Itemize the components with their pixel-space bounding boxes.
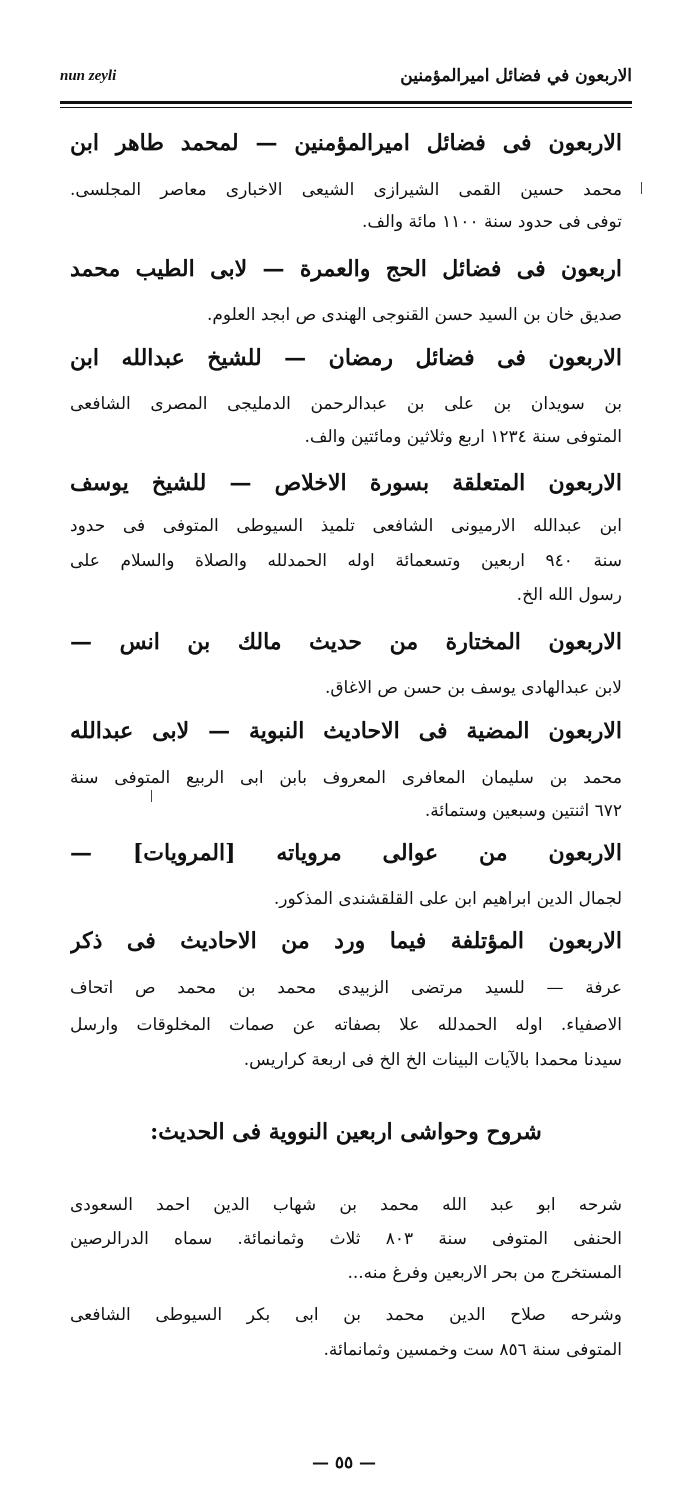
section-heading: شروح وحواشى اربعين النووية فى الحديث: <box>150 1119 542 1145</box>
entry-body-line: المتوفى سنة ١٢٣٤ اربع وثلاثين ومائتين والف. <box>304 427 622 447</box>
commentary-line: المستخرج من بحر الاربعين وفرغ منه... <box>347 1263 622 1283</box>
entry-title-line: الاربعون المضية فى الاحاديث النبوية — لابى عبدالله <box>70 718 622 744</box>
page-number: — ٥٥ — <box>311 1453 377 1473</box>
commentary-line: الحنفى المتوفى سنة ٨٠٣ ثلاث وثمانمائة. سماه الدرالرصين <box>70 1229 622 1249</box>
entry-body-line: لابن عبدالهادى يوسف بن حسن ص الاغاق. <box>324 678 622 698</box>
margin-mark <box>151 790 152 802</box>
entry-body-line: لجمال الدين ابراهيم ابن على القلقشندى المذكور. <box>273 889 622 909</box>
header-rule-thick <box>60 101 632 104</box>
commentary-line: شرحه ابو عبد الله محمد بن شهاب الدين احمد السعودى <box>70 1195 622 1215</box>
running-latin-label: nun zeyli <box>60 68 117 84</box>
entry-body-line: سنة ٩٤٠ اربعين وتسعمائة اوله الحمدلله والصلاة والسلام على <box>70 551 622 571</box>
entry-body-line: الاصفياء. اوله الحمدلله علا بصفاته عن صمات المخلوقات وارسل <box>70 1015 622 1035</box>
margin-mark <box>641 182 642 194</box>
header-rule-thin <box>60 107 632 108</box>
entry-body-line: صديق خان بن السيد حسن القنوجى الهندى ص ابجد العلوم. <box>206 305 622 325</box>
entry-body-line: بن سويدان بن على بن عبدالرحمن الدمليجى المصرى الشافعى <box>70 394 622 414</box>
entry-body-line: ٦٧٢ اثنتين وسبعين وستمائة. <box>424 801 622 821</box>
commentary-line: المتوفى سنة ٨٥٦ ست وخمسين وثمانمائة. <box>323 1340 622 1360</box>
commentary-line: وشرحه صلاح الدين محمد بن ابى بكر السيوطى الشافعى <box>70 1305 622 1325</box>
entry-body-line: محمد حسين القمى الشيرازى الشيعى الاخبارى معاصر المجلسى. <box>70 180 622 200</box>
entry-body-line: محمد بن سليمان المعافرى المعروف بابن ابى الربيع المتوفى سنة <box>70 768 622 788</box>
entry-title-line: الاربعون المتعلقة بسورة الاخلاص — للشيخ يوسف <box>70 470 622 496</box>
entry-body-line: سيدنا محمدا بالآيات البينات الخ الخ فى اربعة كراريس. <box>243 1050 622 1070</box>
entry-title-line: الاربعون المختارة من حديث مالك بن انس — <box>70 629 622 655</box>
entry-title-line: الاربعون من عوالى مروياته [المرويات] — <box>70 840 622 866</box>
entry-title-line: الاربعون المؤتلفة فيما ورد من الاحاديث فى ذكر <box>70 928 622 954</box>
entry-title-line: الاربعون فى فضائل اميرالمؤمنين — لمحمد طاهر ابن <box>70 130 622 156</box>
entry-body-line: رسول الله الخ. <box>516 585 622 605</box>
entry-body-line: توفى فى حدود سنة ١١٠٠ مائة والف. <box>361 212 622 232</box>
running-title: الاربعون في فضائل اميرالمؤمنين <box>400 66 632 86</box>
entry-body-line: ابن عبدالله الارميونى الشافعى تلميذ السيوطى المتوفى فى حدود <box>70 516 622 536</box>
entry-title-line: الاربعون فى فضائل رمضان — للشيخ عبدالله ابن <box>70 345 622 371</box>
running-header <box>60 62 632 96</box>
entry-title-line: اربعون فى فضائل الحج والعمرة — لابى الطيب محمد <box>70 256 622 282</box>
entry-body-line: عرفة — للسيد مرتضى الزبيدى محمد بن محمد ص اتحاف <box>70 978 622 998</box>
